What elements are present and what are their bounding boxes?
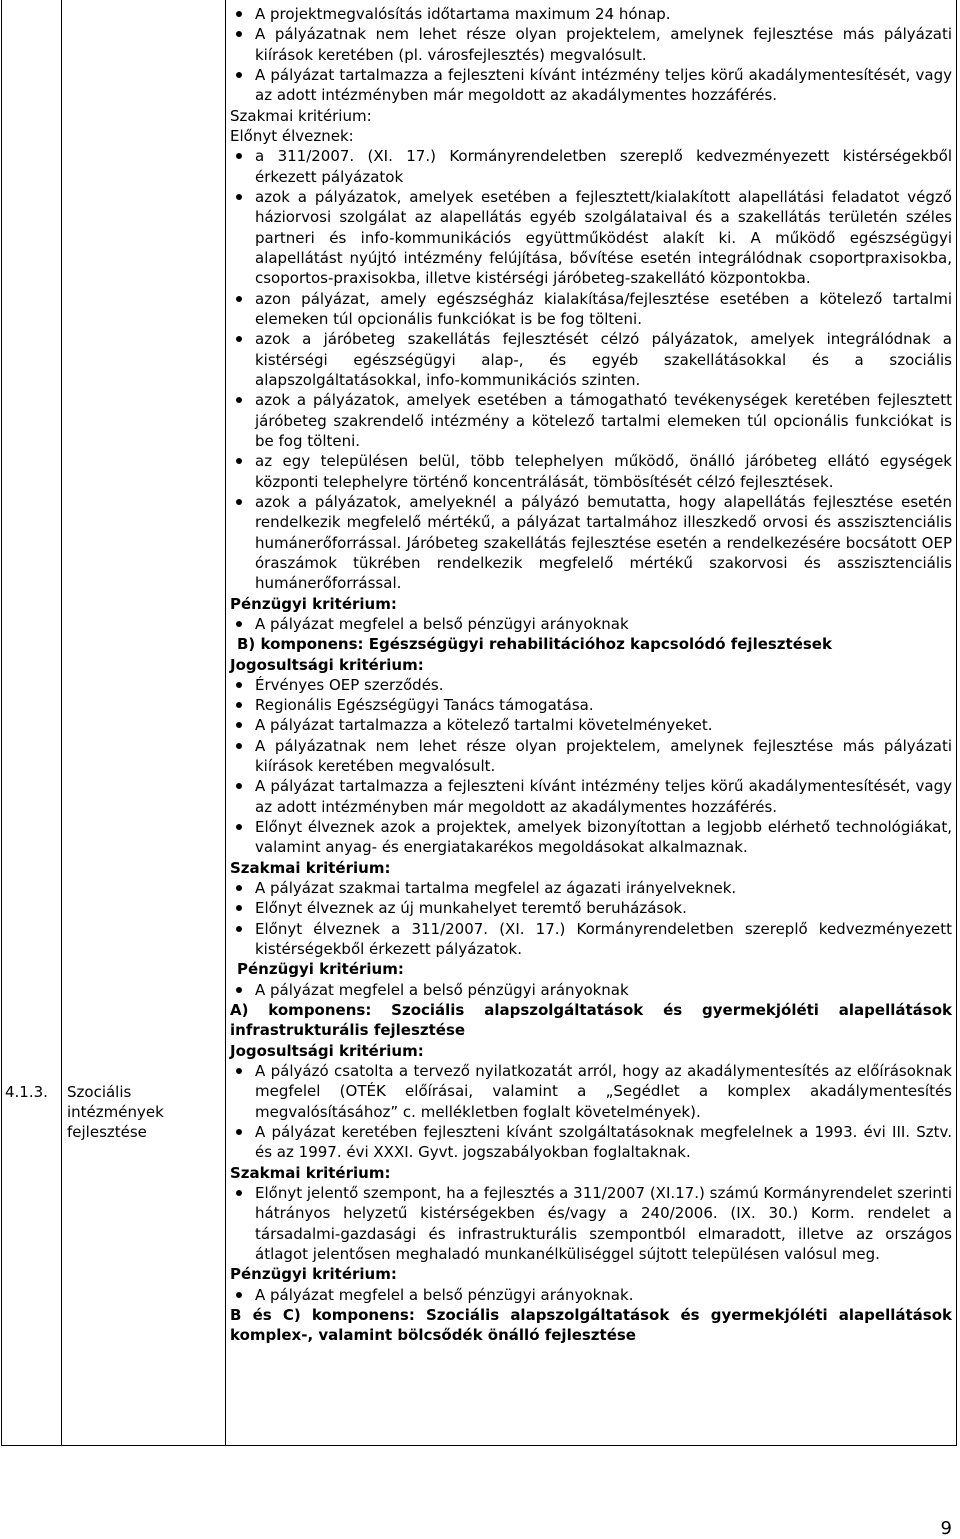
list-item: Előnyt jelentő szempont, ha a fejlesztés a 311/2007 (XI.17.) számú Kormányrendelet szerinti hátrányos helyzetű kistérségekben és/vagy a 240/2006. (IX. 30.) Korm. rendelet a társadalmi-gazdasági és infrastrukturális szempontból elmaradott, illetve az országos átlagot jelentősen meghaladó munkanélküliséggel sújtott településen valósul meg. [255, 1184, 952, 1264]
section-heading: Pénzügyi kritérium: [230, 1265, 397, 1284]
component-heading: B és C) komponens: Szociális alapszolgáltatások és gyermekjóléti alapellátások komplex-, valamint bölcsődék önálló fejlesztése [230, 1306, 952, 1345]
section-heading: Szakmai kritérium: [230, 1163, 391, 1182]
section-heading: Pénzügyi kritérium: [230, 594, 397, 613]
list-item: azok a pályázatok, amelyek esetében a támogatható tevékenységek keretében fejlesztett járóbeteg szakrendelő intézmény a kötelező tartalmi elemeken túl opcionális funkciókat is be fog tölteni. [255, 391, 952, 450]
list-item: A pályázat tartalmazza a fejleszteni kívánt intézmény teljes körű akadálymentesítését, vagy az adott intézményben már megoldott az akadálymentes hozzáférés. [255, 777, 952, 816]
component-heading: B) komponens: Egészségügyi rehabilitációhoz kapcsolódó fejlesztések [237, 635, 832, 654]
bullet-list [230, 980, 952, 1000]
list-item: a 311/2007. (XI. 17.) Kormányrendeletben szereplő kedvezményezett kistérségekből érkezett pályázatok [255, 147, 952, 186]
list-item: A pályázat szakmai tartalma megfelel az ágazati irányelveknek. [255, 878, 952, 898]
bullet-list [230, 146, 952, 593]
row-number: 4.1.3. [5, 1083, 48, 1101]
list-item: Előnyt élveznek a 311/2007. (XI. 17.) Kormányrendeletben szereplő kedvezményezett kistérségekből érkezett pályázatok. [255, 919, 952, 959]
row-title: Szociális intézmények fejlesztése [67, 1083, 164, 1141]
list-item: A pályázatnak nem lehet része olyan projektelem, amelynek fejlesztése más pályázati kiírások keretében megvalósult. [255, 736, 952, 776]
list-item: Előnyt élveznek az új munkahelyet teremtő beruházások. [255, 898, 952, 918]
list-item: azok a pályázatok, amelyek esetében a fejlesztett/kialakított alapellátási feladatot végző háziorvosi szolgálat az alapellátás egyéb szolgálataival és a szakellátás területén széles partneri és info-kommunikációs együttműködést alakít ki. A működő egészségügyi alapellátást nyújtó intézmény felújítása, bővítése esetén integrálódnak csoportpraxisokba, csoportos-praxisokba, illetve kistérségi járóbeteg-szakellátó központokba. [255, 187, 952, 288]
list-item: A pályázat tartalmazza a fejleszteni kívánt intézmény teljes körű akadálymentesítését, vagy az adott intézményben már megoldott az akadálymentes hozzáférés. [255, 65, 952, 105]
list-item: az egy településen belül, több telephelyen működő, önálló járóbeteg ellátó egységek központi telephelyre történő koncentrálását, tömbösítését célzó fejlesztések. [255, 452, 952, 491]
bullet-list [230, 614, 952, 634]
bullet-list [230, 1183, 952, 1264]
section-heading: Szakmai kritérium: [230, 858, 391, 877]
criteria-content [230, 4, 952, 1346]
component-heading: A) komponens: Szociális alapszolgáltatások és gyermekjóléti alapellátások infrastrukturális fejlesztése [230, 1001, 952, 1040]
bullet-list [230, 675, 952, 858]
list-item: A pályázat tartalmazza a kötelező tartalmi követelményeket. [255, 715, 952, 735]
list-item: Érvényes OEP szerződés. [255, 675, 952, 695]
list-item: A pályázat megfelel a belső pénzügyi arányoknak [255, 614, 952, 634]
section-heading: Jogosultsági kritérium: [230, 655, 424, 674]
list-item: azok a járóbeteg szakellátás fejlesztését célzó pályázatok, amelyek integrálódnak a kistérségi egészségügyi alap-, és egyéb szakellátásokkal és a szociális alapszolgáltatásokkal, info-kommunikációs szinten. [255, 330, 952, 389]
section-heading: Pénzügyi kritérium: [237, 960, 404, 979]
list-item: azok a pályázatok, amelyeknél a pályázó bemutatta, hogy alapellátás fejlesztése esetén rendelkezik megfelelő mértékű, a pályázat tartalmához illeszkedő orvosi és asszisztenciális humánerőforrással. Járóbeteg szakellátás fejlesztése esetén a rendelkezésére bocsátott OEP óraszámok tükrében rendelkezik megfelelő mértékű szakorvosi és asszisztenciális humánerőforrással. [255, 492, 952, 593]
bullet-list [230, 1061, 952, 1163]
list-item: A projektmegvalósítás időtartama maximum 24 hónap. [255, 4, 952, 24]
list-item: azon pályázat, amely egészségház kialakítása/fejlesztése esetében a kötelező tartalmi elemeken túl opcionális funkciókat is be fog tölteni. [255, 289, 952, 328]
intro-text: Előnyt élveznek: [230, 126, 354, 145]
section-heading: Jogosultsági kritérium: [230, 1041, 424, 1060]
list-item: Előnyt élveznek azok a projektek, amelyek bizonyítottan a legjobb elérhető technológiákat, valamint anyag- és energiatakarékos megoldásokat alkalmaznak. [255, 818, 952, 857]
column-divider [225, 0, 226, 1446]
list-item: Regionális Egészségügyi Tanács támogatása. [255, 695, 952, 715]
bullet-list [230, 1285, 952, 1305]
list-item: A pályázat megfelel a belső pénzügyi arányoknak [255, 980, 952, 1000]
list-item: A pályázat megfelel a belső pénzügyi arányoknak. [255, 1285, 952, 1305]
bullet-list [230, 878, 952, 959]
bullet-list [230, 4, 952, 106]
column-divider [61, 0, 62, 1446]
list-item: A pályázatnak nem lehet része olyan projektelem, amelynek fejlesztése más pályázati kiírások keretében (pl. városfejlesztés) megvalósult. [255, 25, 952, 64]
page-number: 9 [940, 1518, 952, 1539]
list-item: A pályázat keretében fejleszteni kívánt szolgáltatásoknak megfelelnek a 1993. évi III. Sztv. és az 1997. évi XXXI. Gyvt. jogszabályokban foglaltaknak. [255, 1123, 952, 1162]
section-heading: Szakmai kritérium: [230, 106, 372, 125]
list-item: A pályázó csatolta a tervező nyilatkozatát arról, hogy az akadálymentesítés az előírásoknak megfelel (OTÉK előírásai, valamint a „Segédlet a komplex akadálymentesítés megvalósításához” c. mellékletben foglalt követelmények). [255, 1062, 952, 1121]
